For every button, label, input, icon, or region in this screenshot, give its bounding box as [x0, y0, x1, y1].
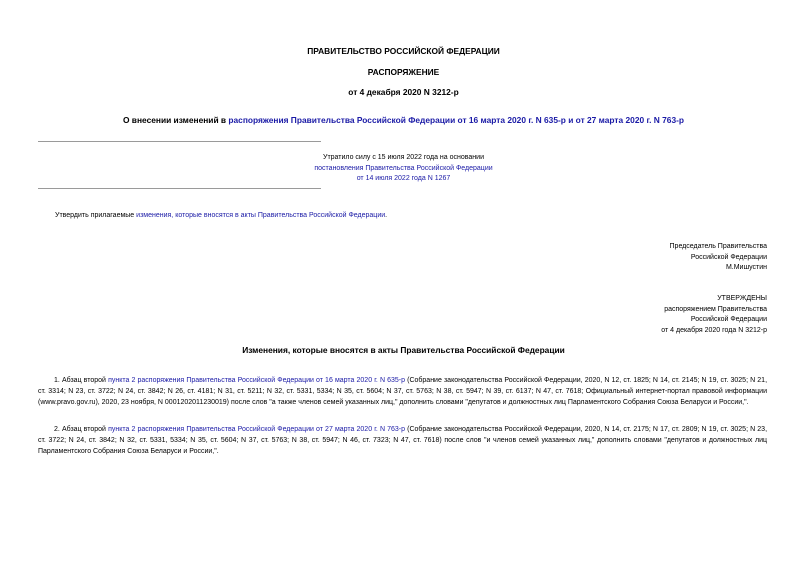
signature-name: М.Мишустин [725, 264, 767, 271]
government-heading: ПРАВИТЕЛЬСТВО РОССИЙСКОЙ ФЕДЕРАЦИИ [307, 46, 500, 56]
approved-by: распоряжением Правительства [664, 305, 767, 313]
repeal-decree-date-link[interactable]: от 14 июля 2022 года N 1267 [356, 175, 451, 182]
approved-date: от 4 декабря 2020 года N 3212-р [661, 326, 767, 334]
signature-block [670, 242, 767, 274]
item-text: (Собрание законодательства Российской Федерации, 2020, N 12, ст. 1825; N 14, ст. 2145; N 19, ст. 3025; N 21, ст. 3314; N 23, ст. 3722; N 24, ст. 3842; N 26, ст. 4181; N 31, ст. 5211; N 32, ст. 5331, 5334; N 35, ст. 5604; N 37, ст. 5763; N 38, ст. 5947; N 39, ст. 6137; N 47, ст. 7618; Официальный интернет-портал правовой информации (www.pravo.gov.ru), 2020, 23 ноября, N 0001202011230019) после слов "а также членов семей указанных лиц," дополнить словами "депутатов и должностных лиц Парламентского Собрания Союза Беларуси и России,". [38, 377, 768, 406]
amended-orders-link[interactable]: распоряжения Правительства Российской Федерации от 16 марта 2020 г. N 635-р и от 27 марта 2020 г. N 763-р [228, 115, 685, 125]
item-text: (Собрание законодательства Российской Федерации, 2020, N 14, ст. 2175; N 17, ст. 2809; N 19, ст. 3025; N 23, ст. 3722; N 24, ст. 3842; N 32, ст. 5331, 5334; N 35, ст. 5604; N 37, ст. 5763; N 38, ст. 5947; N 46, ст. 7323; N 47, ст. 7618) после слов "и членов семей указанных лиц," дополнить словами "депутатов и должностных лиц Парламентского Собрания Союза Беларуси и России,". [38, 426, 768, 455]
order-635-link[interactable]: пункта 2 распоряжения Правительства Российской Федерации от 16 марта 2020 г. N 635-р [108, 377, 406, 384]
document-type-heading: РАСПОРЯЖЕНИЕ [367, 67, 440, 77]
document-title [0, 115, 807, 125]
item-prefix: 1. Абзац второй [54, 377, 109, 384]
note-top-divider [38, 141, 321, 142]
approve-suffix: . [385, 212, 388, 219]
approve-prefix: Утвердить прилагаемые [55, 212, 137, 219]
document-title-prefix: О внесении изменений в [122, 115, 229, 125]
order-763-link[interactable]: пункта 2 распоряжения Правительства Российской Федерации от 27 марта 2020 г. N 763-р [108, 426, 406, 433]
approve-paragraph [55, 211, 387, 222]
approved-stamp-block [661, 294, 767, 336]
changes-heading: Изменения, которые вносятся в акты Правительства Российской Федерации [242, 345, 565, 355]
status-note [0, 153, 807, 185]
signature-country: Российской Федерации [690, 253, 767, 261]
document-date-number: от 4 декабря 2020 N 3212-р [348, 87, 459, 97]
approved-country: Российской Федерации [690, 316, 767, 323]
changes-link[interactable]: изменения, которые вносятся в акты Правительства Российской Федерации [136, 212, 386, 219]
signature-position: Председатель Правительства [669, 243, 767, 250]
repeal-decree-link[interactable]: постановления Правительства Российской Федерации [314, 164, 493, 172]
status-note-line: Утратило силу с 15 июля 2022 года на основании [323, 154, 484, 161]
note-bottom-divider [38, 188, 321, 189]
item-prefix: 2. Абзац второй [54, 426, 109, 433]
list-item [38, 425, 767, 457]
list-item [38, 376, 767, 408]
approved-label: УТВЕРЖДЕНЫ [717, 295, 767, 302]
